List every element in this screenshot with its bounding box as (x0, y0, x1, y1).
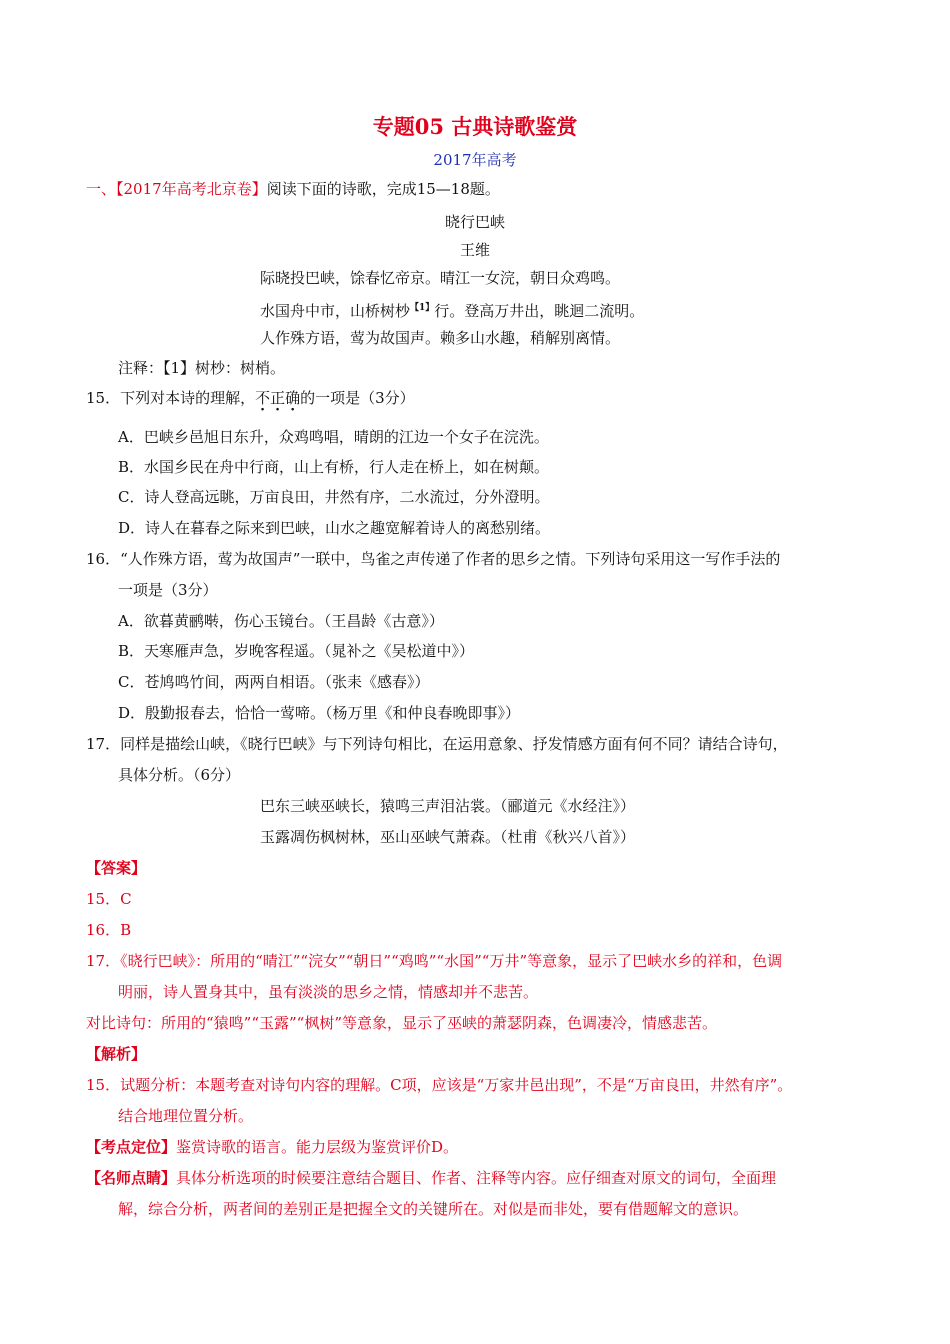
q15-option-d: D．诗人在暮春之际来到巴峡，山水之趣宽解着诗人的离愁别绪。 (118, 519, 551, 537)
question-17-stem-line-2: 具体分析。（6分） (118, 766, 241, 784)
mingshi-text-1: 具体分析选项的时候要注意结合题目、作者、注释等内容。应仔细查对原文的词句，全面理 (176, 1169, 777, 1187)
intro-text: 阅读下面的诗歌，完成15—18题。 (266, 180, 500, 198)
answer-16: 16．B (86, 921, 132, 939)
answer-17-line-3: 对比诗句：所用的“猿鸣”“玉露”“枫树”等意象，显示了巫峡的萧瑟阴森，色调凄冷，情感悲苦。 (86, 1014, 718, 1032)
poem-title: 晓行巴峡 (444, 213, 505, 231)
poem-line-2-part-a: 水国舟中市，山桥树杪 (260, 302, 411, 320)
q15-stem-a: 15．下列对本诗的理解， (86, 389, 256, 407)
question-intro (86, 179, 500, 199)
mingshi-line-2: 解，综合分析，两者间的差别正是把握全文的关键所在。对似是而非处，要有借题解文的意识。 (118, 1200, 749, 1218)
question-16-stem-line-1: 16．“人作殊方语，莺为故国声”一联中，鸟雀之声传递了作者的思乡之情。下列诗句采用这一写作手法的 (86, 550, 781, 568)
question-17-stem-line-1: 17．同样是描绘山峡，《晓行巴峡》与下列诗句相比，在运用意象、抒发情感方面有何不同？请结合诗句， (86, 735, 788, 753)
question-16-stem-line-2: 一项是（3分） (118, 581, 218, 599)
emphasis-char: 确 (285, 389, 301, 407)
q17-quote-1: 巴东三峡巫峡长，猿鸣三声泪沾裳。（郦道元《水经注》） (260, 797, 636, 815)
intro-source-tag: 【2017年高考北京卷】 (116, 180, 267, 198)
q15-option-a: A．巴峡乡邑旭日东升，众鸡鸣唱，晴朗的江边一个女子在浣洗。 (118, 428, 549, 446)
q16-option-b: B．天寒雁声急，岁晚客程遥。（晁补之《吴松道中》） (118, 642, 475, 660)
answer-15: 15．C (86, 890, 132, 908)
analysis-15-line-2: 结合地理位置分析。 (118, 1107, 254, 1125)
analysis-15-line-1: 15．试题分析：本题考查对诗句内容的理解。C项，应该是“万家井邑出现”，不是“万亩良田，井然有序”。 (86, 1076, 793, 1094)
analysis-label: 【解析】 (86, 1045, 147, 1063)
poem-line-2-part-b: 行。登高万井出，眺迴二流明。 (434, 302, 645, 320)
kaodian-text: 鉴赏诗歌的语言。能力层级为鉴赏评价D。 (176, 1138, 459, 1156)
q15-stem-b: 的一项是（3分） (300, 389, 415, 407)
kaodian-label: 【考点定位】 (86, 1138, 177, 1156)
q15-option-b: B．水国乡民在舟中行商，山上有桥，行人走在桥上，如在树颠。 (118, 458, 550, 476)
poem-line-1: 际晓投巴峡，馀春忆帝京。晴江一女浣，朝日众鸡鸣。 (260, 269, 621, 287)
q16-option-d: D．殷勤报春去，恰恰一莺啼。（杨万里《和仲良春晚即事》） (118, 704, 521, 722)
answer-17-line-2: 明丽，诗人置身其中，虽有淡淡的思乡之情，情感却并不悲苦。 (118, 983, 539, 1001)
emphasis-char: 正 (270, 389, 286, 407)
q17-quote-2: 玉露凋伤枫树林，巫山巫峡气萧森。（杜甫《秋兴八首》） (260, 828, 636, 846)
page-title: 专题05 古典诗歌鉴赏 (372, 114, 578, 139)
question-15-stem (86, 388, 415, 408)
q16-option-c: C．苍鸠鸣竹间，两两自相语。（张耒《感春》） (118, 673, 430, 691)
poem-line-2 (260, 298, 644, 321)
mingshi-line-1 (86, 1168, 776, 1188)
page-subtitle: 2017年高考 (433, 151, 517, 169)
kaodian-line (86, 1137, 458, 1157)
poem-line-3: 人作殊方语，莺为故国声。赖多山水趣，稍解别离情。 (260, 329, 621, 347)
poem-author: 王维 (459, 241, 490, 259)
intro-number: 一、 (86, 180, 117, 198)
emphasis-char: 不 (255, 389, 271, 407)
answer-17-line-1: 17．《晓行巴峡》：所用的“晴江”“浣女”“朝日”“鸡鸣”“水国”“万井”等意象，显示了巴峡水乡的祥和，色调 (86, 952, 783, 970)
q16-option-a: A．欲暮黄鹂啭，伤心玉镜台。（王昌龄《古意》） (118, 612, 444, 630)
q15-option-c: C．诗人登高远眺，万亩良田，井然有序，二水流过，分外澄明。 (118, 488, 550, 506)
mingshi-label: 【名师点睛】 (86, 1169, 177, 1187)
answer-label: 【答案】 (86, 859, 147, 877)
footnote-marker: 【1】 (410, 303, 435, 313)
poem-footnote: 注释：【1】树杪：树梢。 (118, 359, 286, 377)
